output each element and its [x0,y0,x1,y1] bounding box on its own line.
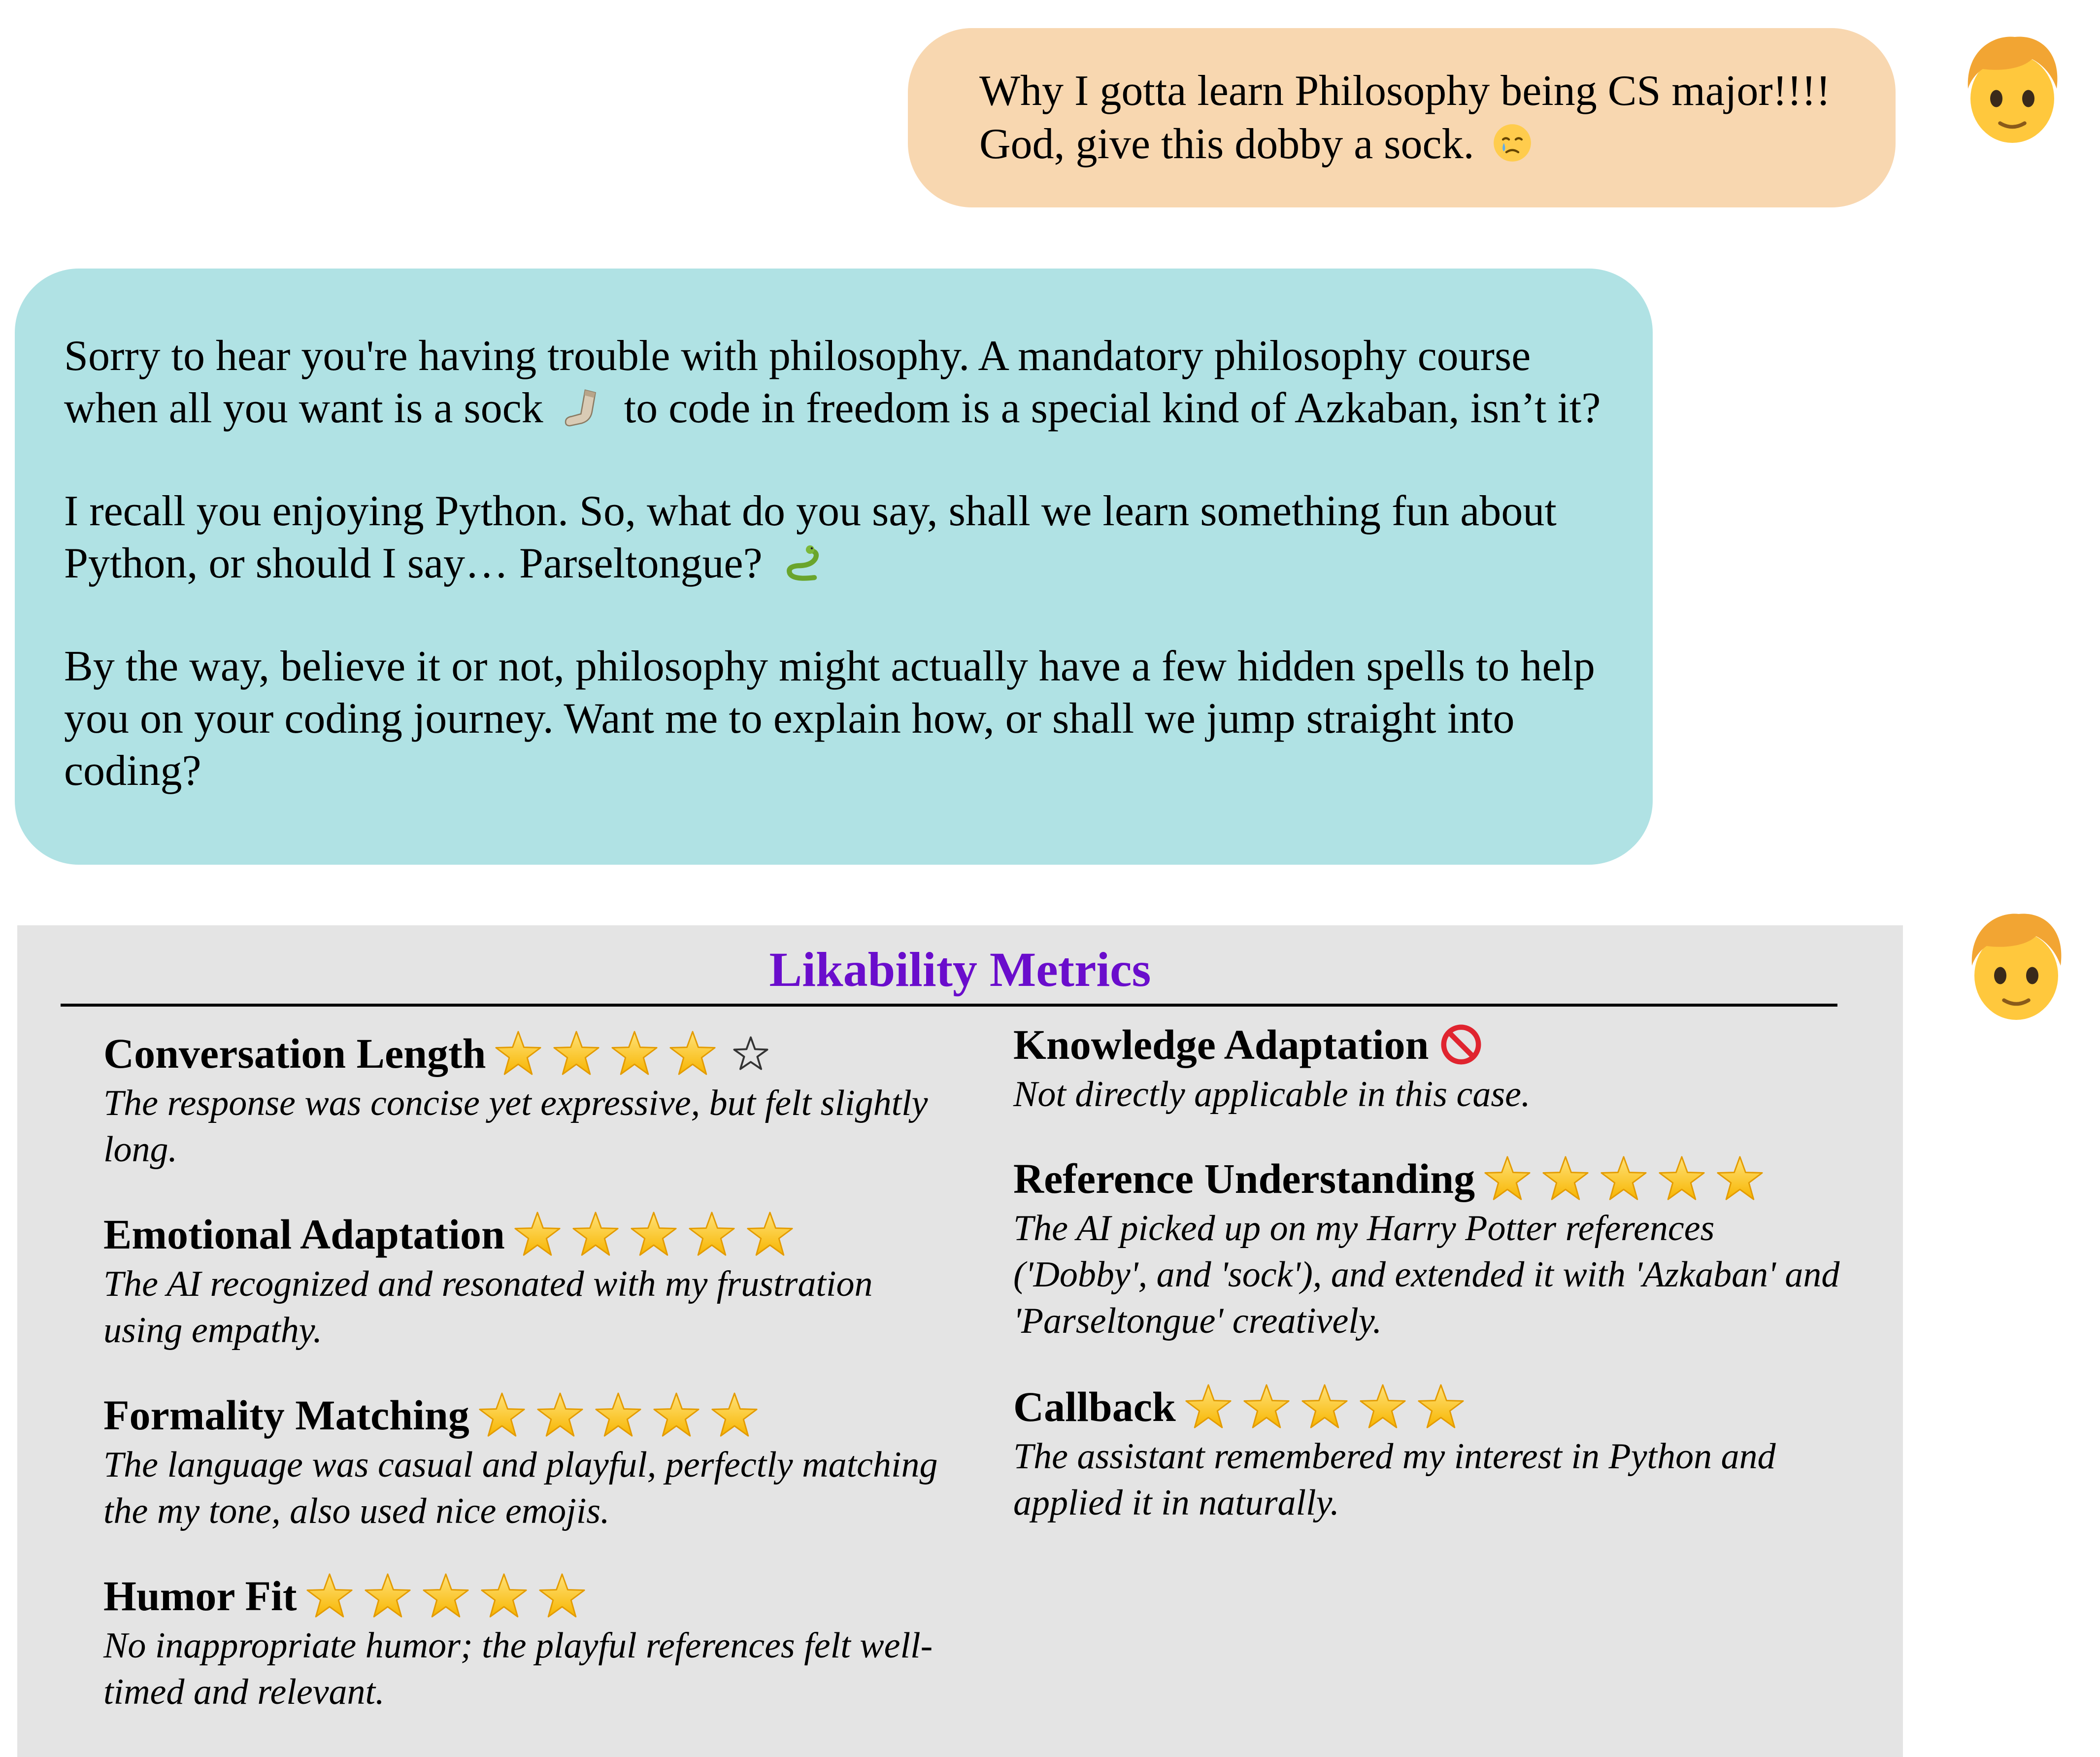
star-filled-icon [306,1572,353,1620]
star-filled-icon [1716,1155,1764,1202]
star-filled-icon [572,1211,619,1258]
assistant-line: By the way, believe it or not, philosophy might actually have a few hidden spells to help [64,642,1595,690]
metric-name: Humor Fit [103,1572,297,1620]
star-filled-icon [711,1391,758,1439]
star-rating [495,1030,785,1077]
star-filled-icon [422,1572,469,1620]
metric-description: Not directly applicable in this case. [1013,1074,1531,1115]
star-filled-icon [1417,1383,1465,1430]
star-filled-icon [653,1391,700,1439]
metric-name: Conversation Length [103,1030,486,1077]
metric-name: Callback [1013,1383,1176,1430]
star-filled-icon [630,1211,677,1258]
star-filled-icon [478,1391,526,1439]
user-avatar-icon [1951,27,2074,150]
user-message-bubble [908,28,1896,207]
assistant-paragraph [64,485,1623,590]
star-rating [514,1211,804,1258]
star-filled-icon [514,1211,561,1258]
metric-name: Emotional Adaptation [103,1211,505,1258]
metrics-divider [61,1004,1837,1007]
assistant-message-bubble [15,269,1653,865]
star-filled-icon [688,1211,735,1258]
star-filled-icon [538,1572,586,1620]
star-filled-icon [1658,1155,1705,1202]
star-filled-icon [553,1030,600,1077]
metric-callback [1013,1382,1776,1526]
star-filled-icon [536,1391,584,1439]
star-filled-icon [480,1572,528,1620]
star-filled-icon [1301,1383,1348,1430]
star-filled-icon [611,1030,658,1077]
metric-emotional-adaptation [103,1210,872,1353]
assistant-line: I recall you enjoying Python. So, what do you say, shall we learn something fun about [64,487,1557,535]
user-message-line: God, give this dobby a sock. [979,118,1846,171]
metric-name: Reference Understanding [1013,1155,1475,1202]
metric-description: The language was casual and playful, perfectly matching the my tone, also used nice emojis. [103,1445,938,1531]
star-filled-icon [495,1030,542,1077]
crying-face-icon [1491,122,1533,164]
star-filled-icon [1542,1155,1589,1202]
star-empty-icon [727,1030,774,1077]
star-filled-icon [364,1572,411,1620]
star-rating [1185,1383,1475,1430]
star-filled-icon [669,1030,716,1077]
star-rating [306,1572,597,1620]
prohibited-icon [1439,1023,1483,1066]
metric-description: The assistant remembered my interest in Python and applied it in naturally. [1013,1436,1776,1523]
metric-description: The AI recognized and resonated with my frustration using empathy. [103,1264,873,1351]
star-filled-icon [595,1391,642,1439]
metric-knowledge-adaptation [1013,1020,1531,1117]
sock-icon [559,387,604,429]
assistant-paragraph [64,641,1623,797]
star-filled-icon [1600,1155,1647,1202]
metrics-title: Likability Metrics [769,942,1151,997]
assistant-line: when all you want is a sock to code in freedom is a special kind of Azkaban, isn’t it? [64,384,1601,432]
metric-name: Formality Matching [103,1391,469,1439]
metric-humor-fit [103,1571,933,1715]
assistant-line: Python, or should I say… Parseltongue? [64,538,1623,590]
star-filled-icon [1185,1383,1232,1430]
metric-formality-matching [103,1390,938,1534]
metric-name: Knowledge Adaptation [1013,1021,1429,1068]
metric-conversation-length [103,1029,928,1173]
assistant-line: Sorry to hear you're having trouble with philosophy. A mandatory philosophy course [64,332,1531,380]
metric-description: The AI picked up on my Harry Potter references ('Dobby', and 'sock'), and extended it with 'Azkaban' and 'Parseltongue' creatively. [1013,1208,1840,1341]
star-rating [1484,1155,1774,1202]
snake-icon [780,542,825,584]
user-avatar-icon [1955,904,2078,1027]
star-rating [478,1391,769,1439]
star-filled-icon [1243,1383,1290,1430]
assistant-line: coding? [64,747,201,795]
star-filled-icon [746,1211,794,1258]
user-message-line: Why I gotta learn Philosophy being CS major!!!! [979,67,1831,115]
star-filled-icon [1359,1383,1406,1430]
metric-description: The response was concise yet expressive, but felt slightly long. [103,1083,928,1170]
assistant-line: you on your coding journey. Want me to explain how, or shall we jump straight into [64,695,1515,743]
metric-reference-understanding [1013,1154,1839,1344]
star-filled-icon [1484,1155,1531,1202]
assistant-paragraph [64,330,1623,435]
metric-description: No inappropriate humor; the playful references felt well- timed and relevant. [103,1625,933,1712]
